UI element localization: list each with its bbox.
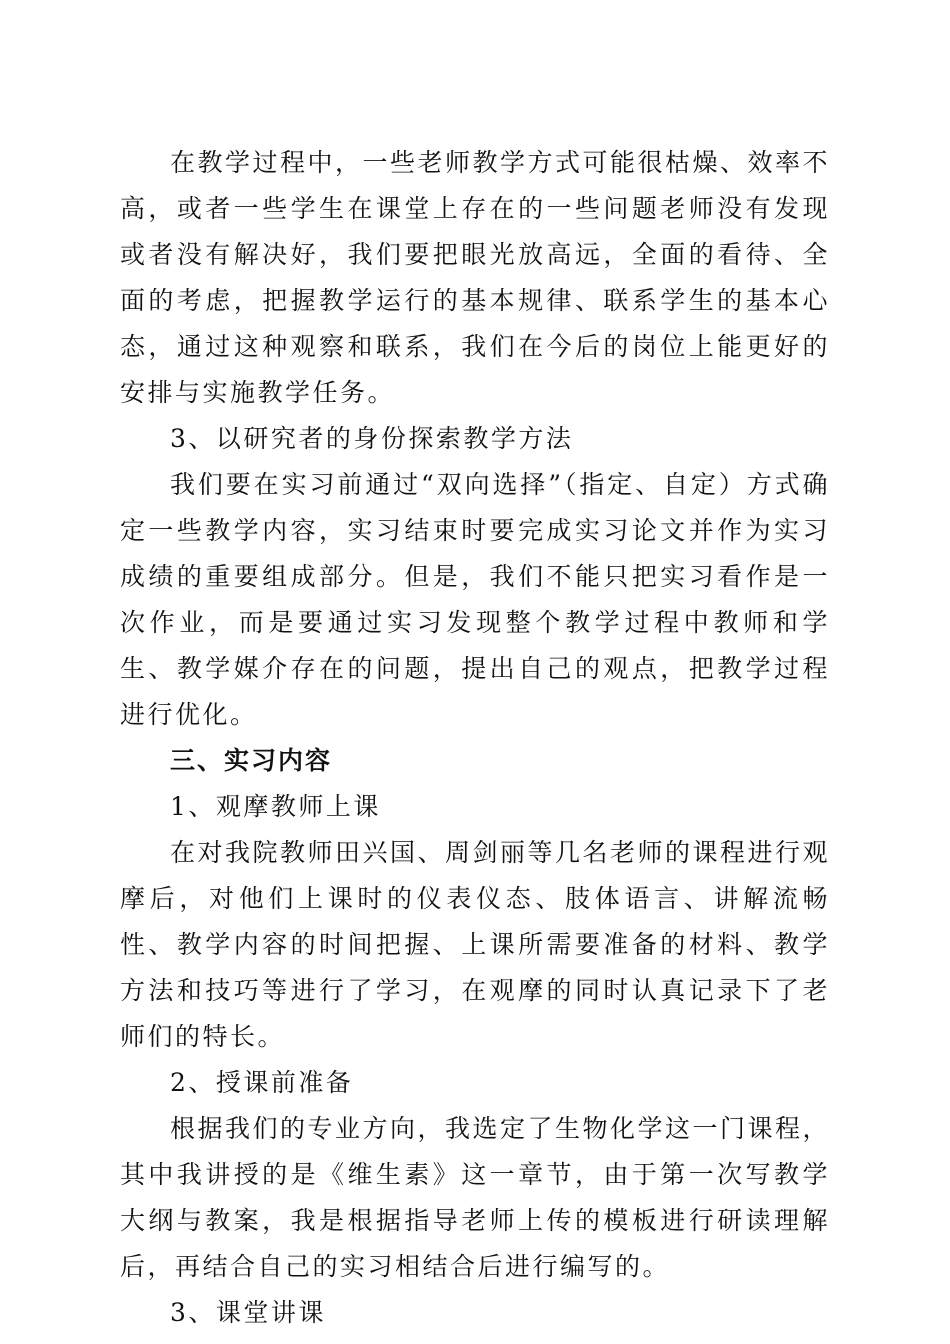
- subheading-observe-teachers: 1、观摩教师上课: [170, 792, 381, 821]
- subheading-research-methods: 3、以研究者的身份探索教学方法: [170, 424, 574, 453]
- paragraph-observation: 在对我院教师田兴国、周剑丽等几名老师的课程进行观摩后，对他们上课时的仪表仪态、肢体语言、讲解流畅性、教学内容的时间把握、上课所需要准备的材料、教学方法和技巧等进行了学习，在观摩的同时认真记录下了老师们的特长。: [120, 838, 831, 1051]
- paragraph-teaching-process: 在教学过程中，一些老师教学方式可能很枯燥、效率不高，或者一些学生在课堂上存在的一些问题老师没有发现或者没有解决好，我们要把眼光放高远，全面的看待、全面的考虑，把握教学运行的基本规律、联系学生的基本心态，通过这种观察和联系，我们在今后的岗位上能更好的安排与实施教学任务。: [120, 148, 831, 407]
- subheading-preparation: 2、授课前准备: [170, 1068, 354, 1097]
- paragraph-two-way-selection: 我们要在实习前通过“双向选择”（指定、自定）方式确定一些教学内容，实习结束时要完成实习论文并作为实习成绩的重要组成部分。但是，我们不能只把实习看作是一次作业，而是要通过实习发现整个教学过程中教师和学生、教学媒介存在的问题，提出自己的观点，把教学过程进行优化。: [120, 470, 830, 729]
- section-title-internship-content: 三、实习内容: [170, 746, 333, 775]
- subheading-classroom-lecture: 3、课堂讲课: [170, 1298, 326, 1327]
- paragraph-preparation: 根据我们的专业方向，我选定了生物化学这一门课程，其中我讲授的是《维生素》这一章节，由于第一次写教学大纲与教案，我是根据指导老师上传的模板进行研读理解后，再结合自己的实习相结合后进行编写的。: [120, 1114, 831, 1281]
- document-page: [120, 140, 830, 1336]
